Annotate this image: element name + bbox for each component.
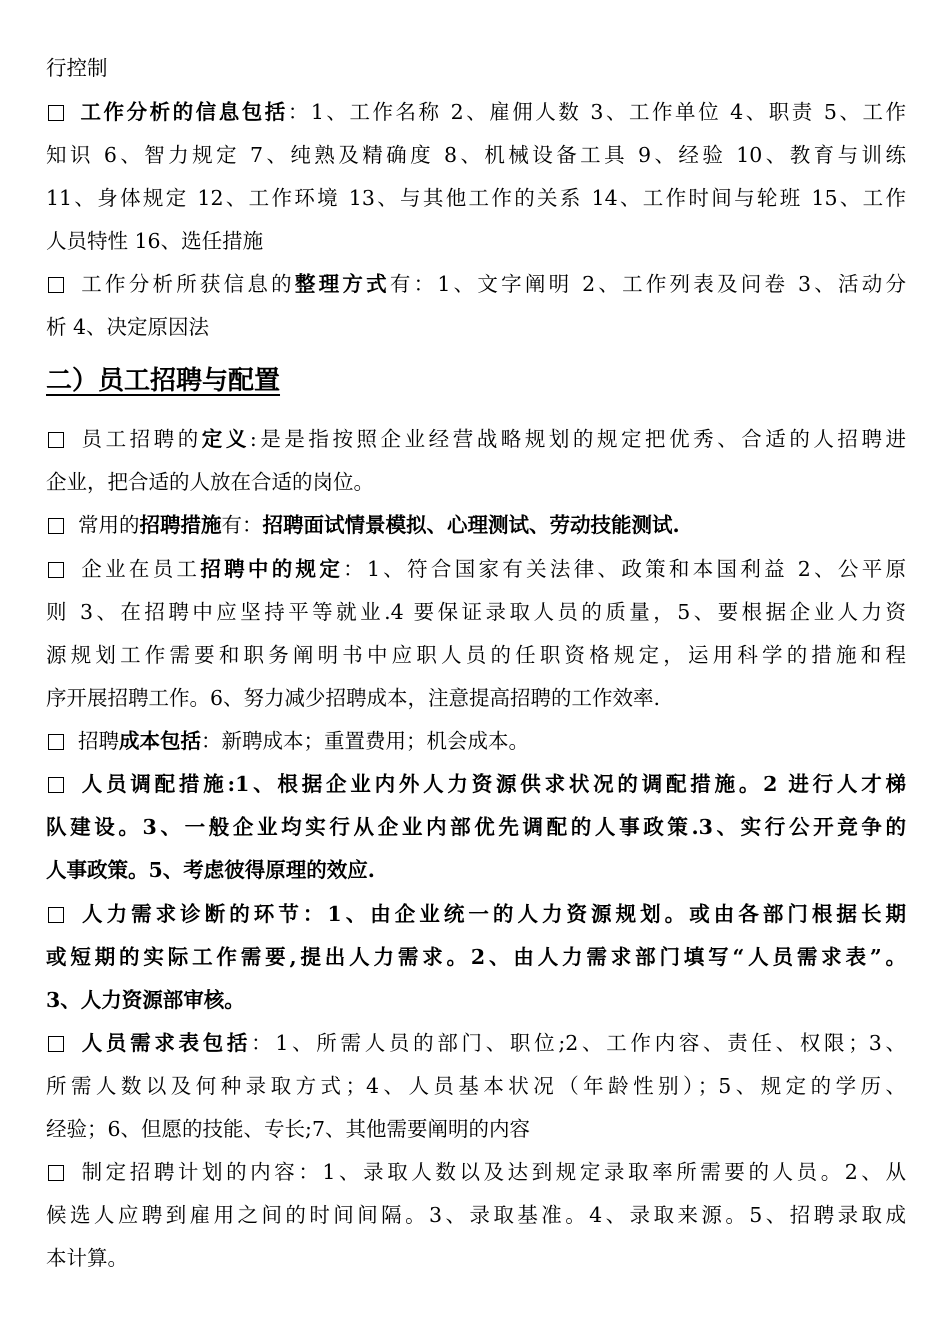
text-run: 知识 6、智力规定 7、纯熟及精确度 8、机械设备工具 9、经验 10、教育与训练: [46, 143, 906, 167]
text-line: [46, 100, 906, 124]
text-line: [46, 902, 906, 926]
text-run: 招聘: [78, 729, 119, 753]
text-line: [46, 686, 906, 710]
checkbox-icon: [48, 518, 64, 534]
text-line: [46, 557, 906, 581]
text-line: [46, 945, 906, 969]
text-run: ：1、所需人员的部门、职位;2、工作内容、责任、权限；3、: [251, 1031, 906, 1055]
checkbox-icon: [48, 105, 64, 121]
bold-text: 招聘措施: [139, 513, 222, 537]
bold-text: 3、人力资源部审核。: [46, 988, 245, 1012]
text-line: [46, 1031, 906, 1055]
bold-text: 整理方式: [294, 272, 390, 296]
bold-text: 招聘面试情景模拟、心理测试、劳动技能测试.: [262, 513, 680, 537]
text-line: [46, 858, 906, 882]
checkbox-icon: [48, 777, 64, 793]
text-line: [46, 513, 906, 537]
checkbox-icon: [48, 432, 64, 448]
checkbox-icon: [48, 277, 64, 293]
text-run: 候选人应聘到雇用之间的时间间隔。3、录取基准。4、录取来源。5、招聘录取成: [46, 1203, 906, 1227]
text-run: 人员特性 16、选任措施: [46, 229, 264, 253]
text-line: [46, 229, 906, 253]
text-line: [46, 772, 906, 796]
bold-text: 招聘中的规定: [200, 557, 344, 581]
checkbox-icon: [48, 734, 64, 750]
text-run: ：1、符合国家有关法律、政策和本国利益 2、公平原: [343, 557, 907, 581]
text-run: ：新聘成本；重置费用；机会成本。: [201, 729, 529, 753]
text-line: [46, 1203, 906, 1227]
bold-text: 定义: [201, 427, 250, 451]
text-line: [46, 272, 906, 296]
text-line: [46, 470, 906, 494]
text-run: 有：1、文字阐明 2、工作列表及问卷 3、活动分: [389, 272, 907, 296]
text-line: [46, 1246, 906, 1270]
text-run: 员工招聘的: [78, 427, 202, 451]
bold-text: 队建设。3、一般企业均实行从企业内部优先调配的人事政策.3、实行公开竞争的: [46, 815, 906, 839]
text-line: [46, 729, 906, 753]
bold-text: 人员需求表包括: [78, 1031, 252, 1055]
section-heading: 二）员工招聘与配置: [46, 366, 281, 396]
text-run: 源规划工作需要和职务阐明书中应职人员的任职资格规定，运用科学的措施和程: [46, 643, 906, 667]
text-line: [46, 143, 906, 167]
text-line: [46, 186, 906, 210]
checkbox-icon: [48, 907, 64, 923]
checkbox-icon: [48, 1036, 64, 1052]
text-line: [46, 815, 906, 839]
text-run: 则 3、在招聘中应坚持平等就业.4 要保证录取人员的质量，5、要根据企业人力资: [46, 600, 906, 624]
text-run: 析 4、决定原因法: [46, 315, 210, 339]
text-run: :是是指按照企业经营战略规划的规定把优秀、合适的人招聘进: [249, 427, 907, 451]
text-run: 工作分析所获信息的: [78, 272, 295, 296]
text-run: 制定招聘计划的内容：1、录取人数以及达到规定录取率所需要的人员。2、从: [78, 1160, 906, 1184]
bold-text: 人事政策。5、考虑彼得原理的效应.: [46, 858, 375, 882]
text-line: [46, 643, 906, 667]
bold-text: 人力需求诊断的环节：1、由企业统一的人力资源规划。或由各部门根据长期: [78, 902, 906, 926]
text-run: 经验；6、但愿的技能、专长;7、其他需要阐明的内容: [46, 1117, 530, 1141]
text-run: 11、身体规定 12、工作环境 13、与其他工作的关系 14、工作时间与轮班 15、工作: [46, 186, 906, 210]
text-line: [46, 56, 906, 80]
bold-text: 或短期的实际工作需要,提出人力需求。2、由人力需求部门填写“人员需求表”。: [46, 945, 906, 969]
text-line: [46, 1117, 906, 1141]
checkbox-icon: [48, 1165, 64, 1181]
text-run: 序开展招聘工作。6、努力减少招聘成本，注意提高招聘的工作效率.: [46, 686, 661, 710]
text-run: 企业，把合适的人放在合适的岗位。: [46, 470, 374, 494]
text-line: [46, 427, 906, 451]
text-run: 常用的: [78, 513, 140, 537]
text-run: ：1、工作名称 2、雇佣人数 3、工作单位 4、职责 5、工作: [287, 100, 907, 124]
text-line: [46, 600, 906, 624]
text-line: [46, 315, 906, 339]
text-line: [46, 1074, 906, 1098]
text-run: 有：: [221, 513, 263, 537]
bold-text: 成本包括: [119, 729, 201, 753]
bold-text: 工作分析的信息包括: [78, 100, 288, 124]
checkbox-icon: [48, 562, 64, 578]
text-run: 企业在员工: [78, 557, 201, 581]
text-run: 所需人数以及何种录取方式；4、人员基本状况（年龄性别）；5、规定的学历、: [46, 1074, 906, 1098]
text-run: 本计算。: [46, 1246, 128, 1270]
text-line: [46, 1160, 906, 1184]
text-line: [46, 988, 906, 1012]
bold-text: 人员调配措施:1、根据企业内外人力资源供求状况的调配措施。2 进行人才梯: [78, 772, 906, 796]
text-run: 行控制: [46, 56, 108, 80]
